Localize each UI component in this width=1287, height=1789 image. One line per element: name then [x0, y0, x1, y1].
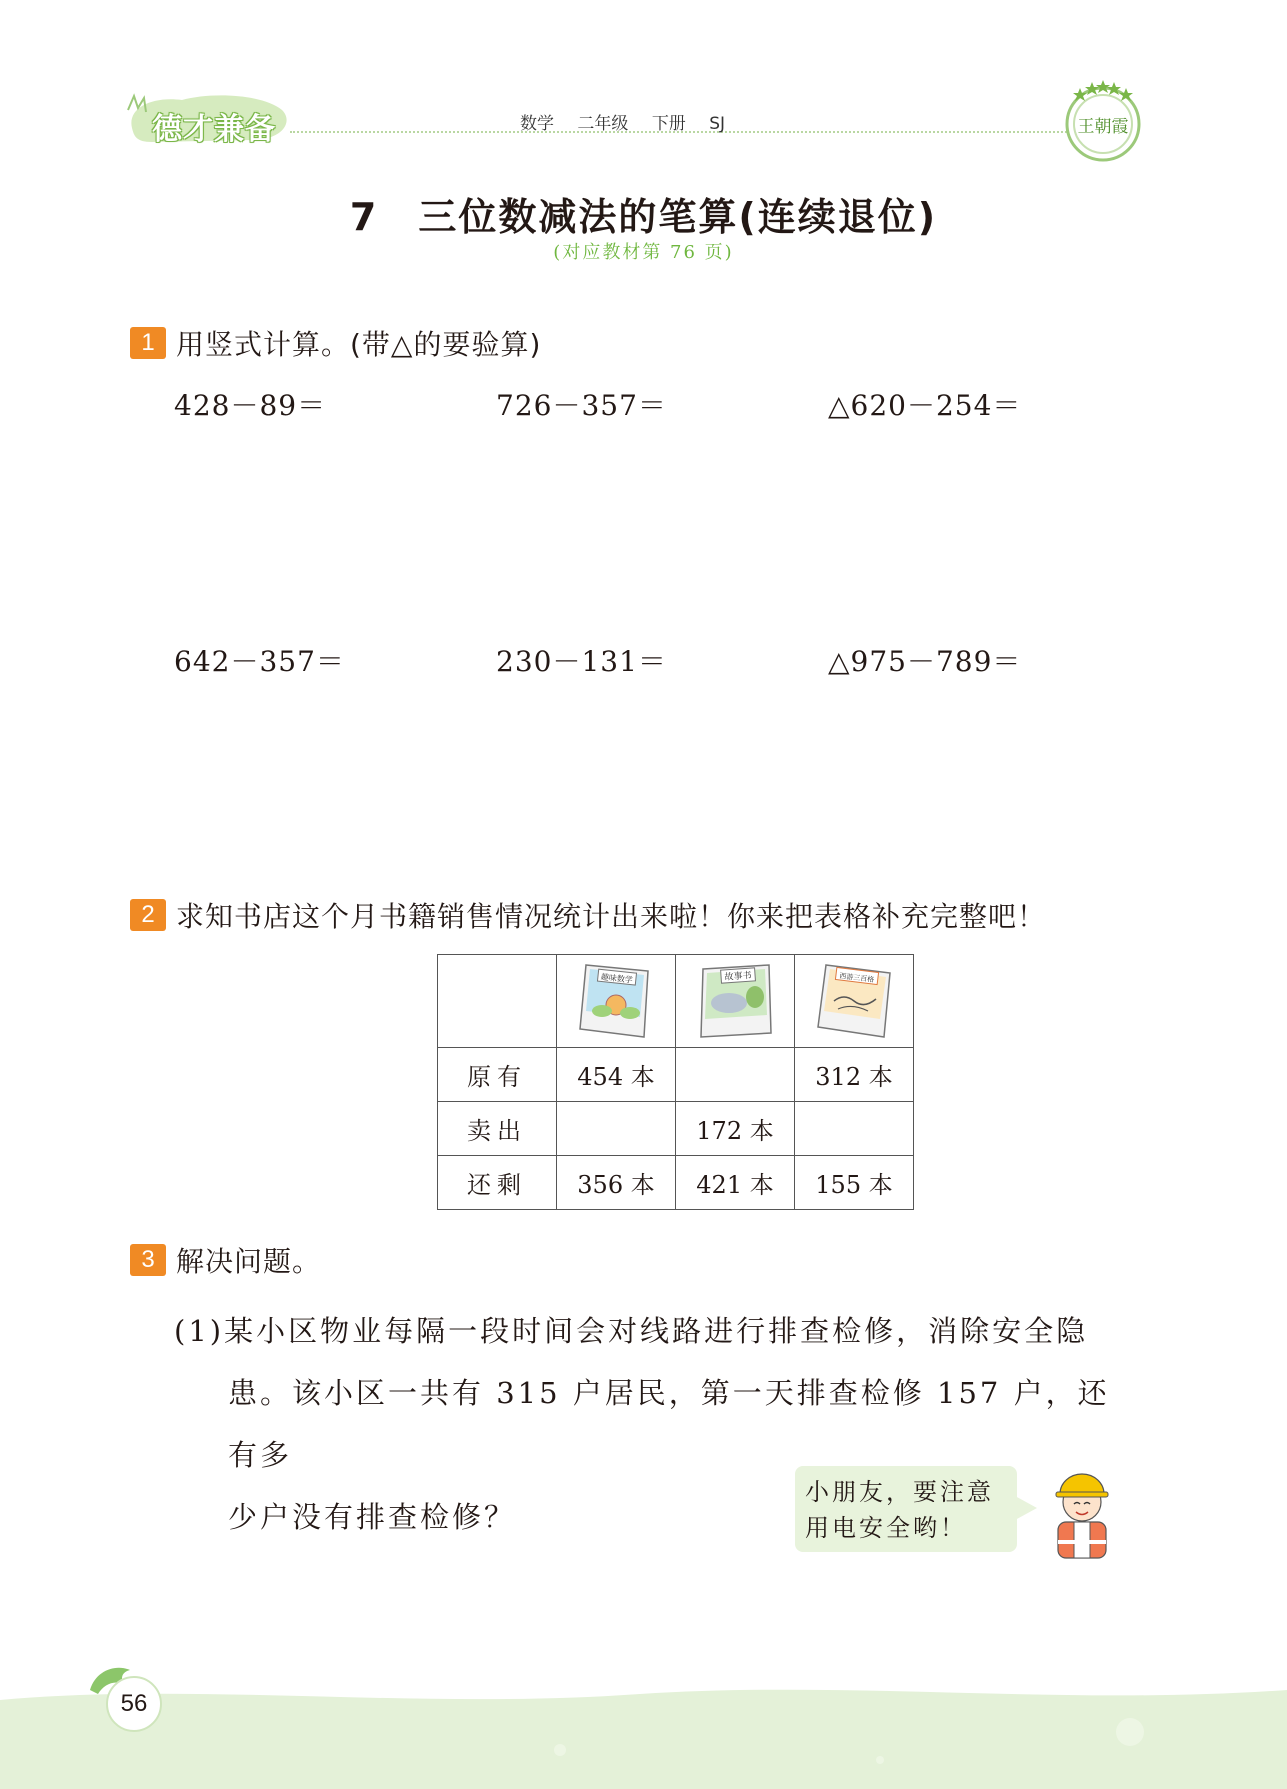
expression-3: △620－254＝ [828, 389, 1022, 422]
expression-5: 230－131＝ [496, 645, 667, 678]
lesson-title: 三位数减法的笔算(连续退位) [418, 195, 938, 239]
expression-2: 726－357＝ [496, 389, 667, 422]
expression-6: △975－789＝ [828, 645, 1022, 678]
story-book-title: 故事书 [724, 971, 752, 983]
section-heading-text: 用竖式计算。(带△的要验算) [176, 328, 542, 361]
subject-grade: 二年级 [577, 114, 629, 134]
speech-bubble-tail [1015, 1496, 1037, 1520]
table-row-remaining [438, 1156, 914, 1210]
bubble-line-2: 用电安全哟！ [805, 1514, 967, 1542]
section-number-badge: 3 [130, 1244, 166, 1276]
problem-line-2: 患。该小区一共有 315 户居民，第一天排查检修 157 户，还有多 [228, 1376, 1110, 1472]
section-number-badge: 1 [130, 327, 166, 359]
subject-edition: SJ [709, 114, 726, 134]
table-cell: 356 本 [557, 1156, 676, 1210]
section-heading-text: 求知书店这个月书籍销售情况统计出来啦！你来把表格补充完整吧！ [176, 900, 1047, 933]
header-subject [520, 109, 743, 134]
table-cell: 421 本 [676, 1156, 795, 1210]
section-3-heading [130, 1240, 321, 1280]
subject-name: 数学 [520, 114, 554, 134]
table-cell-blank [676, 1048, 795, 1102]
subject-volume: 下册 [651, 114, 686, 134]
book-sales-table [437, 954, 914, 1210]
expression-1: 428－89＝ [174, 389, 327, 422]
table-row-sold [438, 1102, 914, 1156]
table-cell-blank [795, 1102, 914, 1156]
table-cell: 155 本 [795, 1156, 914, 1210]
story-book-icon [685, 955, 785, 1041]
row-label: 卖出 [438, 1102, 557, 1156]
row-label: 还剩 [438, 1156, 557, 1210]
page-number: 56 [106, 1676, 162, 1732]
table-cell: 454 本 [557, 1048, 676, 1102]
brand-logo-text: 德才兼备 [152, 112, 276, 147]
math-book-title: 趣味数学 [600, 972, 634, 985]
journey-book-title: 西游三百格 [838, 971, 875, 985]
footer-wave [0, 1680, 1287, 1789]
lesson-number: 7 [349, 195, 379, 239]
safety-speech-bubble [795, 1466, 1017, 1552]
math-book-icon [566, 955, 666, 1041]
book-cell-journey [795, 955, 914, 1048]
book-cell-story [676, 955, 795, 1048]
expression-4: 642－357＝ [174, 645, 345, 678]
book-cell-math [557, 955, 676, 1048]
electrician-character-icon [1040, 1460, 1124, 1560]
section-2-heading [130, 895, 1046, 935]
table-header-row [438, 955, 914, 1048]
section-1-heading [130, 323, 541, 363]
table-cell: 312 本 [795, 1048, 914, 1102]
page-title [0, 186, 1287, 241]
teacher-badge-seal [1062, 78, 1144, 168]
section-number-badge: 2 [130, 899, 166, 931]
section-heading-text: 解决问题。 [176, 1245, 322, 1278]
page-header [0, 0, 1287, 160]
table-corner-cell [438, 955, 557, 1048]
bubble-line-1: 小朋友，要注意 [805, 1478, 994, 1506]
problem-line-3: 少户没有排查检修？ [228, 1500, 517, 1534]
row-label: 原有 [438, 1048, 557, 1102]
journey-book-icon [804, 955, 904, 1041]
textbook-reference: (对应教材第 76 页) [553, 242, 734, 263]
problem-line-1: (1)某小区物业每隔一段时间会对线路进行排查检修，消除安全隐 [174, 1314, 1089, 1348]
table-row-original [438, 1048, 914, 1102]
badge-name: 王朝霞 [1077, 117, 1129, 137]
table-cell: 172 本 [676, 1102, 795, 1156]
table-cell-blank [557, 1102, 676, 1156]
